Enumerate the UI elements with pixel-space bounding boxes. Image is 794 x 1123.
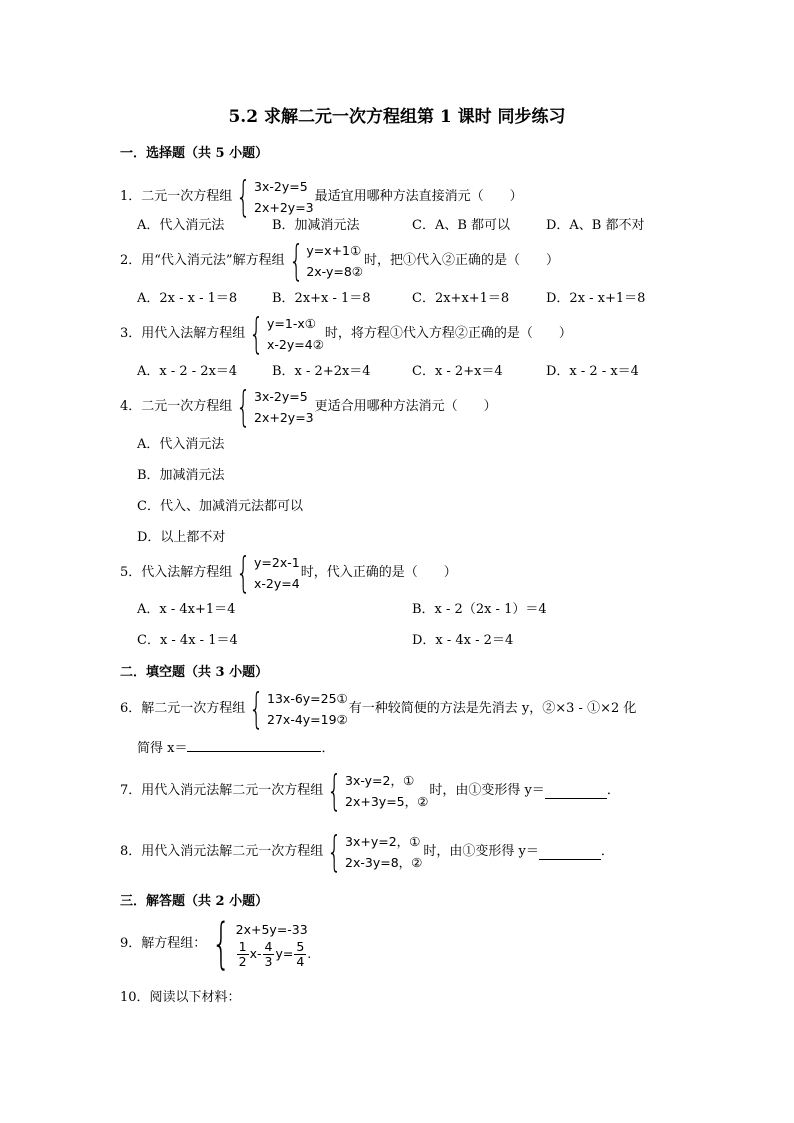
term: x- (249, 946, 262, 961)
equation: 3x-2y=5 (254, 389, 308, 404)
question-4-tail: 更适合用哪种方法消元（ ） (314, 399, 497, 414)
equation-system (233, 172, 314, 221)
option-a: A．x - 2 - 2x＝4 (137, 364, 238, 379)
question-1 (120, 172, 523, 221)
left-brace: { (288, 236, 304, 285)
option-c: C．x - 2+x＝4 (412, 364, 503, 379)
option-b: B．加减消元法 (137, 468, 225, 483)
left-brace: { (327, 827, 343, 876)
option-a: A．2x - x - 1＝8 (137, 291, 238, 306)
option-c: C．代入、加减消元法都可以 (137, 499, 303, 514)
option-b: B．x - 2+2x＝4 (272, 364, 371, 379)
question-1-stem: 1．二元一次方程组 (120, 189, 233, 204)
denominator: 2 (238, 953, 247, 969)
denominator: 4 (296, 953, 305, 969)
answer-blank[interactable] (187, 737, 321, 752)
option-a: A．代入消元法 (137, 437, 225, 452)
term: y= (275, 946, 294, 961)
question-3 (120, 309, 572, 358)
option-b: B．2x+x - 1＝8 (272, 291, 371, 306)
equation-system (324, 766, 429, 815)
equation-system (233, 548, 300, 597)
numerator: 1 (238, 938, 247, 954)
equation: 2x-3y=8，② (345, 855, 423, 870)
question-3-stem: 3．用代入法解方程组 (120, 326, 246, 341)
equation-system (324, 827, 423, 876)
question-7 (120, 766, 620, 815)
left-brace: { (327, 766, 343, 815)
equation-system (246, 684, 348, 733)
equation: x-2y=4② (267, 337, 324, 352)
question-7-tail: 时，由①变形得 y＝ (429, 783, 545, 798)
equation-system (286, 236, 363, 285)
left-brace: { (236, 382, 252, 431)
question-6-tail: 有一种较简便的方法是先消去 y，②×3 - ①×2 化 (348, 701, 637, 716)
fraction (294, 940, 306, 969)
question-8-stem: 8．用代入消元法解二元一次方程组 (120, 844, 324, 859)
equation: 2x+5y=-33 (235, 921, 308, 937)
equation-system (207, 912, 312, 975)
equation-system (233, 382, 314, 431)
equation: y=x+1① (306, 243, 362, 258)
question-4-stem: 4．二元一次方程组 (120, 399, 233, 414)
option-c: C．2x+x+1＝8 (412, 291, 510, 306)
equation: x-2y=4 (254, 576, 300, 591)
left-brace: { (236, 172, 252, 221)
left-brace: { (249, 309, 265, 358)
option-d: D．以上都不对 (137, 530, 226, 545)
option-b: B．加减消元法 (272, 218, 360, 233)
question-8-tail: 时，由①变形得 y＝ (423, 844, 539, 859)
left-brace: { (249, 684, 265, 733)
question-6-answer-label: 简得 x＝ (137, 741, 188, 756)
equation-system (246, 309, 324, 358)
section-fill-heading: 二．填空题（共 3 小题） (120, 665, 269, 680)
equation: 2x+2y=3 (254, 200, 314, 215)
question-1-tail: 最适宜用哪种方法直接消元（ ） (314, 189, 523, 204)
left-brace: { (236, 548, 252, 597)
question-2-stem: 2．用“代入消元法”解方程组 (120, 253, 285, 268)
equation: y=1-x① (267, 316, 316, 331)
equation: 2x-y=8② (306, 264, 363, 279)
question-6-stem: 6．解二元一次方程组 (120, 701, 246, 716)
question-7-stem: 7．用代入消元法解二元一次方程组 (120, 783, 324, 798)
equation: 3x-y=2，① (345, 773, 415, 788)
question-5 (120, 548, 457, 597)
fraction (237, 940, 249, 969)
section-answer-heading: 三．解答题（共 2 小题） (120, 894, 269, 909)
question-6-line-2 (137, 737, 334, 759)
section-choice-heading: 一．选择题（共 5 小题） (120, 146, 269, 161)
option-d: D．x - 4x - 2＝4 (412, 633, 514, 648)
period: ． (606, 783, 620, 798)
option-d: D．x - 2 - x＝4 (546, 364, 639, 379)
option-a: A．代入消元法 (137, 218, 225, 233)
question-6 (120, 684, 637, 733)
equation: y=2x-1 (254, 555, 300, 570)
option-b: B．x - 2（2x - 1）＝4 (412, 602, 547, 617)
equation: 3x-2y=5 (254, 179, 308, 194)
question-2-tail: 时，把①代入②正确的是（ ） (363, 253, 559, 268)
numerator: 4 (264, 938, 273, 954)
option-d: D．2x - x+1＝8 (546, 291, 646, 306)
numerator: 5 (296, 938, 305, 954)
question-9-stem: 9．解方程组： (120, 936, 207, 951)
question-8 (120, 827, 614, 876)
equation-with-fractions (236, 940, 312, 969)
option-a: A．x - 4x+1＝4 (137, 602, 236, 617)
question-2 (120, 236, 559, 285)
question-5-stem: 5．代入法解方程组 (120, 565, 233, 580)
option-d: D．A、B 都不对 (546, 218, 645, 233)
equation: 2x+2y=3 (254, 410, 314, 425)
denominator: 3 (264, 953, 273, 969)
period: ． (321, 741, 335, 756)
question-4 (120, 382, 497, 431)
equation: 2x+3y=5，② (345, 794, 429, 809)
left-brace: { (212, 912, 231, 975)
page-title: 5.2 求解二元一次方程组第 1 课时 同步练习 (228, 107, 566, 127)
period: ． (600, 844, 614, 859)
fraction (263, 940, 275, 969)
question-5-tail: 时，代入正确的是（ ） (300, 565, 457, 580)
answer-blank[interactable] (539, 845, 601, 860)
equation: 3x+y=2，① (345, 834, 421, 849)
period: . (307, 946, 312, 961)
option-c: C．A、B 都可以 (412, 218, 511, 233)
question-9 (120, 912, 312, 975)
answer-blank[interactable] (545, 784, 607, 799)
equation: 13x-6y=25① (267, 691, 348, 706)
equation: 27x-4y=19② (267, 712, 348, 727)
option-c: C．x - 4x - 1＝4 (137, 633, 238, 648)
question-3-tail: 时，将方程①代入方程②正确的是（ ） (324, 326, 572, 341)
question-10: 10．阅读以下材料： (120, 990, 241, 1005)
